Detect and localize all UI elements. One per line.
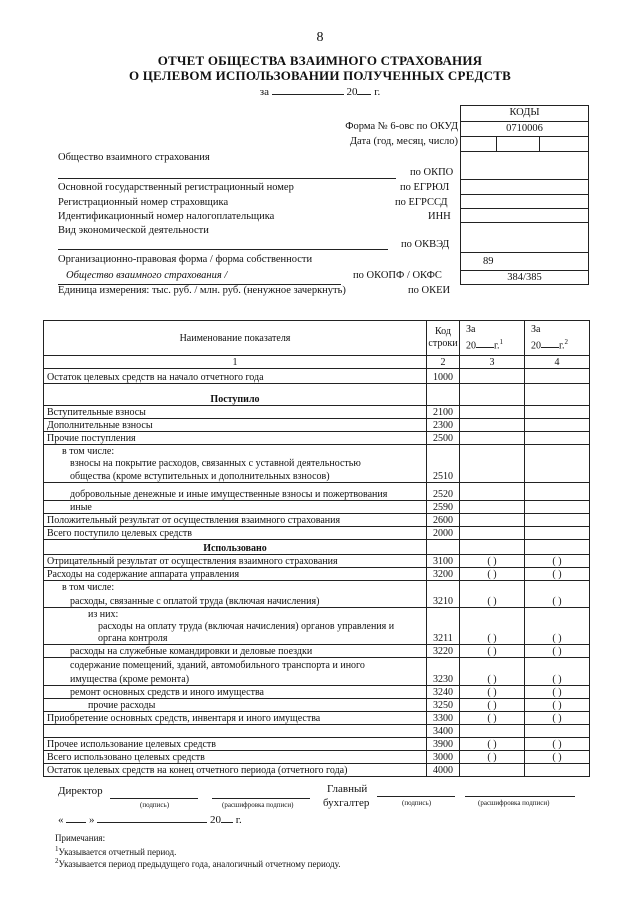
table-row	[44, 568, 590, 581]
row-label: добровольные денежные и иные имущественные взносы и пожертвования	[44, 483, 427, 501]
col-period2-header	[525, 321, 590, 356]
row-label: взносы на покрытие расходов, связанных с уставной деятельностью	[44, 457, 427, 469]
table-row	[44, 671, 590, 686]
row-value-period1[interactable]	[460, 527, 525, 540]
table-row	[44, 540, 590, 555]
row-value-period1[interactable]	[460, 725, 525, 738]
egrul-cell[interactable]	[461, 179, 588, 194]
row-code: 3240	[427, 686, 460, 699]
col-code-header	[427, 321, 460, 356]
table-row	[44, 514, 590, 527]
row-label: имущества (кроме ремонта)	[44, 671, 427, 686]
col-period1-header	[460, 321, 525, 356]
activity-line[interactable]	[58, 249, 388, 250]
section-heading-received: Поступило	[44, 384, 427, 406]
row-code: 2600	[427, 514, 460, 527]
table-row	[44, 555, 590, 568]
row-label: Остаток целевых средств на начало отчетного года	[44, 369, 427, 384]
row-label: Дополнительные взносы	[44, 419, 427, 432]
table-row	[44, 751, 590, 764]
row-value-period1[interactable]: ( )	[460, 555, 525, 568]
table-row	[44, 483, 590, 501]
row-code: 2590	[427, 501, 460, 514]
table-row	[44, 658, 590, 671]
row-value-period2[interactable]: ( )	[525, 632, 590, 645]
row-value-period2[interactable]	[525, 432, 590, 445]
row-value-period2[interactable]	[525, 501, 590, 514]
okud-label: Форма № 6-овс по ОКУД	[345, 121, 458, 132]
col-period1-year: 20	[466, 340, 476, 352]
okopf-label: по ОКОПФ / ОКФС	[353, 270, 442, 281]
table-row	[44, 445, 590, 457]
period-year: 20	[346, 86, 358, 98]
codes-box	[460, 105, 589, 285]
row-code: 2100	[427, 406, 460, 419]
row-label: расходы на служебные командировки и деловые поездки	[44, 645, 427, 658]
table-row	[44, 632, 590, 645]
row-value-period1[interactable]	[460, 469, 525, 483]
egrssd-cell[interactable]	[461, 194, 588, 208]
row-label: в том числе:	[44, 581, 427, 593]
row-value-period2[interactable]	[525, 369, 590, 384]
row-value-period1[interactable]: ( )	[460, 568, 525, 581]
row-code: 3220	[427, 645, 460, 658]
row-value-period2[interactable]: ( )	[525, 738, 590, 751]
col-num-4: 4	[525, 356, 590, 369]
row-value-period2[interactable]	[525, 527, 590, 540]
okei-label: по ОКЕИ	[408, 285, 451, 296]
row-value-period2[interactable]: ( )	[525, 645, 590, 658]
report-table	[43, 320, 590, 777]
col-num-3: 3	[460, 356, 525, 369]
row-label: прочие расходы	[44, 699, 427, 712]
table-row	[44, 593, 590, 608]
row-value-period1[interactable]: ( )	[460, 686, 525, 699]
row-code: 3211	[427, 632, 460, 645]
date-cells	[461, 136, 588, 151]
row-value-period1[interactable]: ( )	[460, 738, 525, 751]
egrul-label: по ЕГРЮЛ	[400, 182, 450, 193]
row-value-period2[interactable]: ( )	[525, 751, 590, 764]
row-label: расходы, связанные с оплатой труда (включая начисления)	[44, 593, 427, 608]
row-code: 2510	[427, 469, 460, 483]
inn-label: Идентификационный номер налогоплательщика	[58, 211, 275, 222]
chief-decode-line[interactable]	[465, 796, 575, 797]
period-year-blank[interactable]	[357, 84, 371, 95]
row-value-period2[interactable]	[525, 406, 590, 419]
table-row	[44, 712, 590, 725]
ogrn-label: Основной государственный регистрационный номер	[58, 182, 294, 193]
date-close-quote: »	[89, 814, 95, 826]
row-label: Отрицательный результат от осуществления взаимного страхования	[44, 555, 427, 568]
okved-label: по ОКВЭД	[401, 239, 450, 250]
row-label: Прочее использование целевых средств	[44, 738, 427, 751]
note-1-sup: 1	[55, 845, 59, 853]
table-number-row	[44, 356, 590, 369]
society-label: Общество взаимного страхования	[58, 152, 210, 163]
col-period2-sup: 2	[564, 337, 568, 346]
row-value-period1[interactable]	[460, 432, 525, 445]
table-row	[44, 432, 590, 445]
row-label: Расходы на содержание аппарата управления	[44, 568, 427, 581]
okei-value: 384/385	[461, 270, 588, 284]
table-row	[44, 384, 590, 406]
row-value-period1[interactable]	[460, 483, 525, 501]
row-value-period1[interactable]	[460, 514, 525, 527]
row-value-period1[interactable]: ( )	[460, 699, 525, 712]
row-code: 3300	[427, 712, 460, 725]
director-sign-caption: (подпись)	[140, 801, 170, 809]
table-row	[44, 469, 590, 483]
chief-decode-caption: (расшифровка подписи)	[478, 799, 550, 807]
row-code: 3000	[427, 751, 460, 764]
row-label: органа контроля	[44, 632, 427, 645]
row-label: Всего использовано целевых средств	[44, 751, 427, 764]
row-code: 3900	[427, 738, 460, 751]
row-value-period2[interactable]: ( )	[525, 555, 590, 568]
row-value-period2[interactable]: ( )	[525, 699, 590, 712]
row-label: Положительный результат от осуществления взаимного страхования	[44, 514, 427, 527]
director-decode-line[interactable]	[212, 798, 310, 799]
row-value-period1[interactable]: ( )	[460, 712, 525, 725]
note-2	[55, 857, 340, 869]
row-value-period2[interactable]	[525, 514, 590, 527]
row-value-period2[interactable]: ( )	[525, 568, 590, 581]
okopf-cell	[461, 252, 588, 270]
table-row	[44, 406, 590, 419]
note-1-text: Указывается отчетный период.	[58, 847, 177, 857]
okpo-label: по ОКПО	[410, 167, 454, 178]
table-row	[44, 645, 590, 658]
date-open-quote: «	[58, 814, 64, 826]
col-num-2: 2	[427, 356, 460, 369]
table-row	[44, 419, 590, 432]
section-heading-used: Использовано	[44, 540, 427, 555]
table-row	[44, 738, 590, 751]
row-value-period1[interactable]	[460, 764, 525, 777]
row-code: 3200	[427, 568, 460, 581]
director-decode-caption: (расшифровка подписи)	[222, 801, 294, 809]
row-code: 3230	[427, 671, 460, 686]
table-row	[44, 527, 590, 540]
row-code: 4000	[427, 764, 460, 777]
row-value-period1[interactable]: ( )	[460, 671, 525, 686]
row-label: Всего поступило целевых средств	[44, 527, 427, 540]
period-suffix: г.	[374, 86, 381, 98]
row-value-period1[interactable]: ( )	[460, 593, 525, 608]
date-label: Дата (год, месяц, число)	[349, 136, 458, 147]
egrssd-label: по ЕГРССД	[395, 197, 448, 208]
row-label: ремонт основных средств и иного имущества	[44, 686, 427, 699]
row-label: содержание помещений, зданий, автомобильного транспорта и иного	[44, 658, 427, 671]
row-value-period1[interactable]	[460, 501, 525, 514]
chief-sign-caption: (подпись)	[402, 799, 432, 807]
row-label: в том числе:	[44, 445, 427, 457]
chief-sign-line[interactable]	[377, 796, 455, 797]
col-period1-sup: 1	[499, 337, 503, 346]
col-period1-blank[interactable]	[476, 339, 494, 348]
form-label: Организационно-правовая форма / форма собственности	[58, 254, 313, 265]
row-code: 3400	[427, 725, 460, 738]
row-code: 2520	[427, 483, 460, 501]
row-value-period1[interactable]	[460, 369, 525, 384]
table-row	[44, 764, 590, 777]
row-code: 3250	[427, 699, 460, 712]
row-value-period1[interactable]: ( )	[460, 632, 525, 645]
col-period1-g: г.	[494, 340, 500, 352]
report-title-line2: О ЦЕЛЕВОМ ИСПОЛЬЗОВАНИИ ПОЛУЧЕННЫХ СРЕДСТВ	[128, 68, 511, 83]
note-1	[55, 845, 176, 857]
row-value-period1[interactable]: ( )	[460, 645, 525, 658]
col-num-1: 1	[44, 356, 427, 369]
okud-value: 0710006	[461, 121, 588, 136]
date-month-cell[interactable]	[496, 137, 539, 151]
report-title-line1: ОТЧЕТ ОБЩЕСТВА ВЗАИМНОГО СТРАХОВАНИЯ	[157, 53, 483, 68]
inn-cell[interactable]	[461, 208, 588, 222]
reg-label: Регистрационный номер страховщика	[58, 197, 229, 208]
row-value-period1[interactable]	[460, 406, 525, 419]
col-name-header: Наименование показателя	[44, 321, 427, 356]
report-period	[0, 84, 640, 98]
row-code: 2300	[427, 419, 460, 432]
okved-cell[interactable]	[461, 222, 588, 252]
col-period2-g: г.	[559, 340, 565, 352]
col-period2-za: За	[531, 323, 541, 335]
table-header-row	[44, 321, 590, 356]
note-2-sup: 2	[55, 857, 59, 865]
row-value-period2[interactable]	[525, 483, 590, 501]
row-label: Прочие поступления	[44, 432, 427, 445]
period-blank[interactable]	[272, 84, 344, 95]
row-code: 1000	[427, 369, 460, 384]
date-g: г.	[235, 814, 242, 826]
date-day-cell[interactable]	[539, 137, 588, 151]
date-year: 20	[210, 814, 221, 826]
row-value-period2[interactable]: ( )	[525, 593, 590, 608]
col-period2-year: 20	[531, 340, 541, 352]
row-code: 3100	[427, 555, 460, 568]
date-month-blank[interactable]	[97, 812, 207, 823]
row-value-period2[interactable]	[525, 419, 590, 432]
table-row	[44, 501, 590, 514]
date-day-blank[interactable]	[66, 812, 86, 823]
row-code: 2500	[427, 432, 460, 445]
chief-accountant-label-1: Главный	[327, 783, 368, 795]
row-value-period2[interactable]	[525, 725, 590, 738]
row-value-period2[interactable]: ( )	[525, 712, 590, 725]
row-value-period2[interactable]: ( )	[525, 671, 590, 686]
row-label: расходы на оплату труда (включая начисления) органов управления и	[44, 620, 427, 632]
unit-label: Единица измерения: тыс. руб. / млн. руб. (ненужное зачеркнуть)	[58, 285, 346, 296]
table-row	[44, 581, 590, 593]
date-year-cell[interactable]	[461, 137, 496, 151]
col-period1-za: За	[466, 323, 476, 335]
col-period2-blank[interactable]	[541, 339, 559, 348]
table-row	[44, 608, 590, 620]
table-row	[44, 699, 590, 712]
row-label: Остаток целевых средств на конец отчетного периода (отчетного года)	[44, 764, 427, 777]
row-label: иные	[44, 501, 427, 514]
row-code: 3210	[427, 593, 460, 608]
row-label: Вступительные взносы	[44, 406, 427, 419]
activity-label: Вид экономической деятельности	[58, 225, 209, 236]
row-label: общества (кроме вступительных и дополнительных взносов)	[44, 469, 427, 483]
row-code: 2000	[427, 527, 460, 540]
notes-title: Примечания:	[55, 833, 106, 843]
row-value-period1[interactable]	[460, 419, 525, 432]
director-sign-line[interactable]	[110, 798, 198, 799]
period-prefix: за	[259, 86, 269, 98]
row-value-period2[interactable]	[525, 469, 590, 483]
row-value-period2[interactable]: ( )	[525, 686, 590, 699]
chief-accountant-label-2: бухгалтер	[323, 797, 370, 809]
row-value-period1[interactable]: ( )	[460, 751, 525, 764]
date-year-blank[interactable]	[221, 812, 233, 823]
table-row	[44, 686, 590, 699]
note-2-text: Указывается период предыдущего года, аналогичный отчетному периоду.	[58, 859, 341, 869]
form-value: Общество взаимного страхования /	[66, 270, 228, 281]
director-label: Директор	[58, 785, 103, 797]
table-row	[44, 620, 590, 632]
row-label: Приобретение основных средств, инвентаря и иного имущества	[44, 712, 427, 725]
okpo-cell[interactable]	[461, 151, 588, 179]
table-row	[44, 457, 590, 469]
sign-date	[58, 812, 242, 826]
table-row	[44, 369, 590, 384]
inn-code-label: ИНН	[428, 211, 451, 222]
col-code-line2: строки	[428, 338, 458, 349]
table-row	[44, 725, 590, 738]
col-code-line1: Код	[435, 326, 451, 337]
row-value-period2[interactable]	[525, 764, 590, 777]
row-label: из них:	[44, 608, 427, 620]
page-number: 8	[316, 30, 324, 45]
okopf-value: 89	[483, 256, 494, 267]
row-label	[44, 725, 427, 738]
codes-header: КОДЫ	[509, 107, 540, 118]
society-line[interactable]	[58, 178, 396, 179]
